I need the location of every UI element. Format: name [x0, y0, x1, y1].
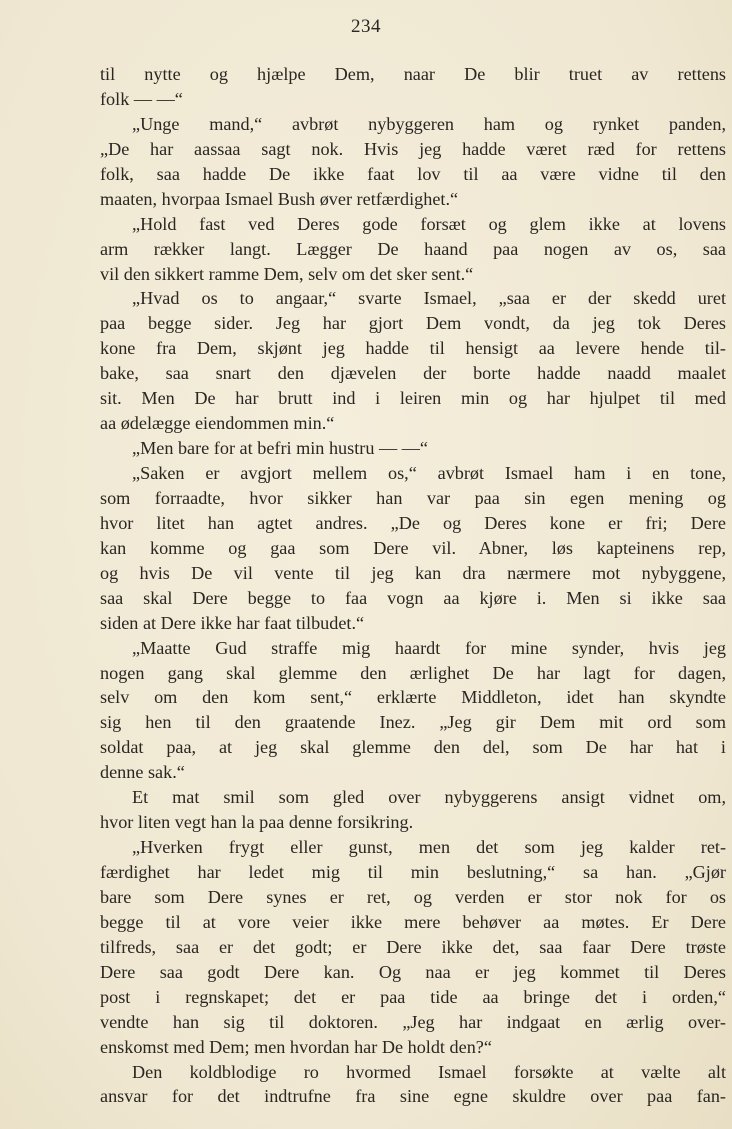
- text-line: „Hvad os to angaar,“ svarte Ismael, „saa er der skedd uret: [132, 288, 726, 309]
- text-line: „Hverken frygt eller gunst, men det som jeg kalder ret-: [132, 837, 726, 858]
- text-line: kone fra Dem, skjønt jeg hadde til hensigt aa levere hende til-: [100, 338, 726, 359]
- text-line: sit. Men De har brutt ind i leiren min og har hjulpet til med: [100, 388, 726, 409]
- text-line: bake, saa snart den djævelen der borte hadde naadd maalet: [100, 363, 726, 384]
- text-line: „Saken er avgjort mellem os,“ avbrøt Ismael ham i en tone,: [132, 463, 726, 483]
- text-line: denne sak.“: [100, 762, 185, 783]
- text-line: bare som Dere synes er ret, og verden er stor nok for os: [100, 886, 726, 907]
- text-line: paa begge sider. Jeg har gjort Dem vondt, da jeg tok Deres: [100, 313, 726, 334]
- text-line: siden at Dere ikke har faat tilbudet.“: [100, 612, 365, 633]
- text-line: vendte han sig til doktoren. „Jeg har indgaat en ærlig over-: [100, 1011, 726, 1032]
- text-line: begge til at vore veier ikke mere behøver aa møtes. Er Dere: [100, 911, 726, 932]
- page-number: 234: [351, 16, 381, 37]
- text-line: tilfreds, saa er det godt; er Dere ikke det, saa faar Dere trøste: [100, 936, 726, 957]
- text-line: „Maatte Gud straffe mig haardt for mine synder, hvis jeg: [132, 637, 726, 658]
- text-line: ansvar for det indtrufne fra sine egne skuldre over paa fan-: [100, 1086, 726, 1107]
- text-line: vil den sikkert ramme Dem, selv om det sker sent.“: [100, 263, 474, 284]
- text-line: hvor litet han agtet andres. „De og Deres kone er fri; Dere: [100, 512, 726, 533]
- text-line: færdighet har ledet mig til min beslutning,“ sa han. „Gjør: [100, 862, 726, 882]
- text-line: soldat paa, at jeg skal glemme den del, som De har hat i: [100, 737, 726, 758]
- text-line: selv om den kom sent,“ erklærte Middleton, idet han skyndte: [100, 687, 726, 708]
- text-line: folk, saa hadde De ikke faat lov til aa være vidne til den: [100, 163, 726, 184]
- text-line: „De har aassaa sagt nok. Hvis jeg hadde været ræd for rettens: [100, 138, 726, 159]
- body-text: [100, 62, 726, 1109]
- text-line: hvor liten vegt han la paa denne forsikring.: [100, 812, 414, 833]
- text-line: folk — —“: [100, 88, 183, 109]
- text-line: „Hold fast ved Deres gode forsæt og glem ikke at lovens: [132, 213, 726, 234]
- text-line: saa skal Dere begge to faa vogn aa kjøre i. Men si ikke saa: [100, 587, 726, 608]
- text-line: og hvis De vil vente til jeg kan dra nærmere mot nybyggene,: [100, 562, 726, 583]
- text-line: som forraadte, hvor sikker han var paa sin egen mening og: [100, 487, 726, 508]
- text-line: Den koldblodige ro hvormed Ismael forsøkte at vælte alt: [132, 1061, 726, 1082]
- text-line: arm rækker langt. Lægger De haand paa nogen av os, saa: [100, 238, 726, 259]
- text-line: Dere saa godt Dere kan. Og naa er jeg kommet til Deres: [100, 961, 726, 982]
- text-line: enskomst med Dem; men hvordan har De holdt den?“: [100, 1036, 492, 1057]
- text-line: sig hen til den graatende Inez. „Jeg gir Dem mit ord som: [100, 712, 726, 733]
- text-line: aa ødelægge eiendommen min.“: [100, 413, 335, 434]
- text-line: „Unge mand,“ avbrøt nybyggeren ham og rynket panden,: [132, 113, 726, 134]
- text-line: post i regnskapet; det er paa tide aa bringe det i orden,“: [100, 986, 726, 1007]
- text-line: nogen gang skal glemme den ærlighet De har lagt for dagen,: [100, 662, 726, 683]
- text-line: Et mat smil som gled over nybyggerens ansigt vidnet om,: [132, 787, 726, 808]
- text-line: kan komme og gaa som Dere vil. Abner, løs kapteinens rep,: [100, 537, 726, 558]
- text-line: maaten, hvorpaa Ismael Bush øver retfærdighet.“: [100, 188, 459, 209]
- text-line: til nytte og hjælpe Dem, naar De blir truet av rettens: [100, 64, 726, 84]
- text-line: „Men bare for at befri min hustru — —“: [132, 438, 428, 459]
